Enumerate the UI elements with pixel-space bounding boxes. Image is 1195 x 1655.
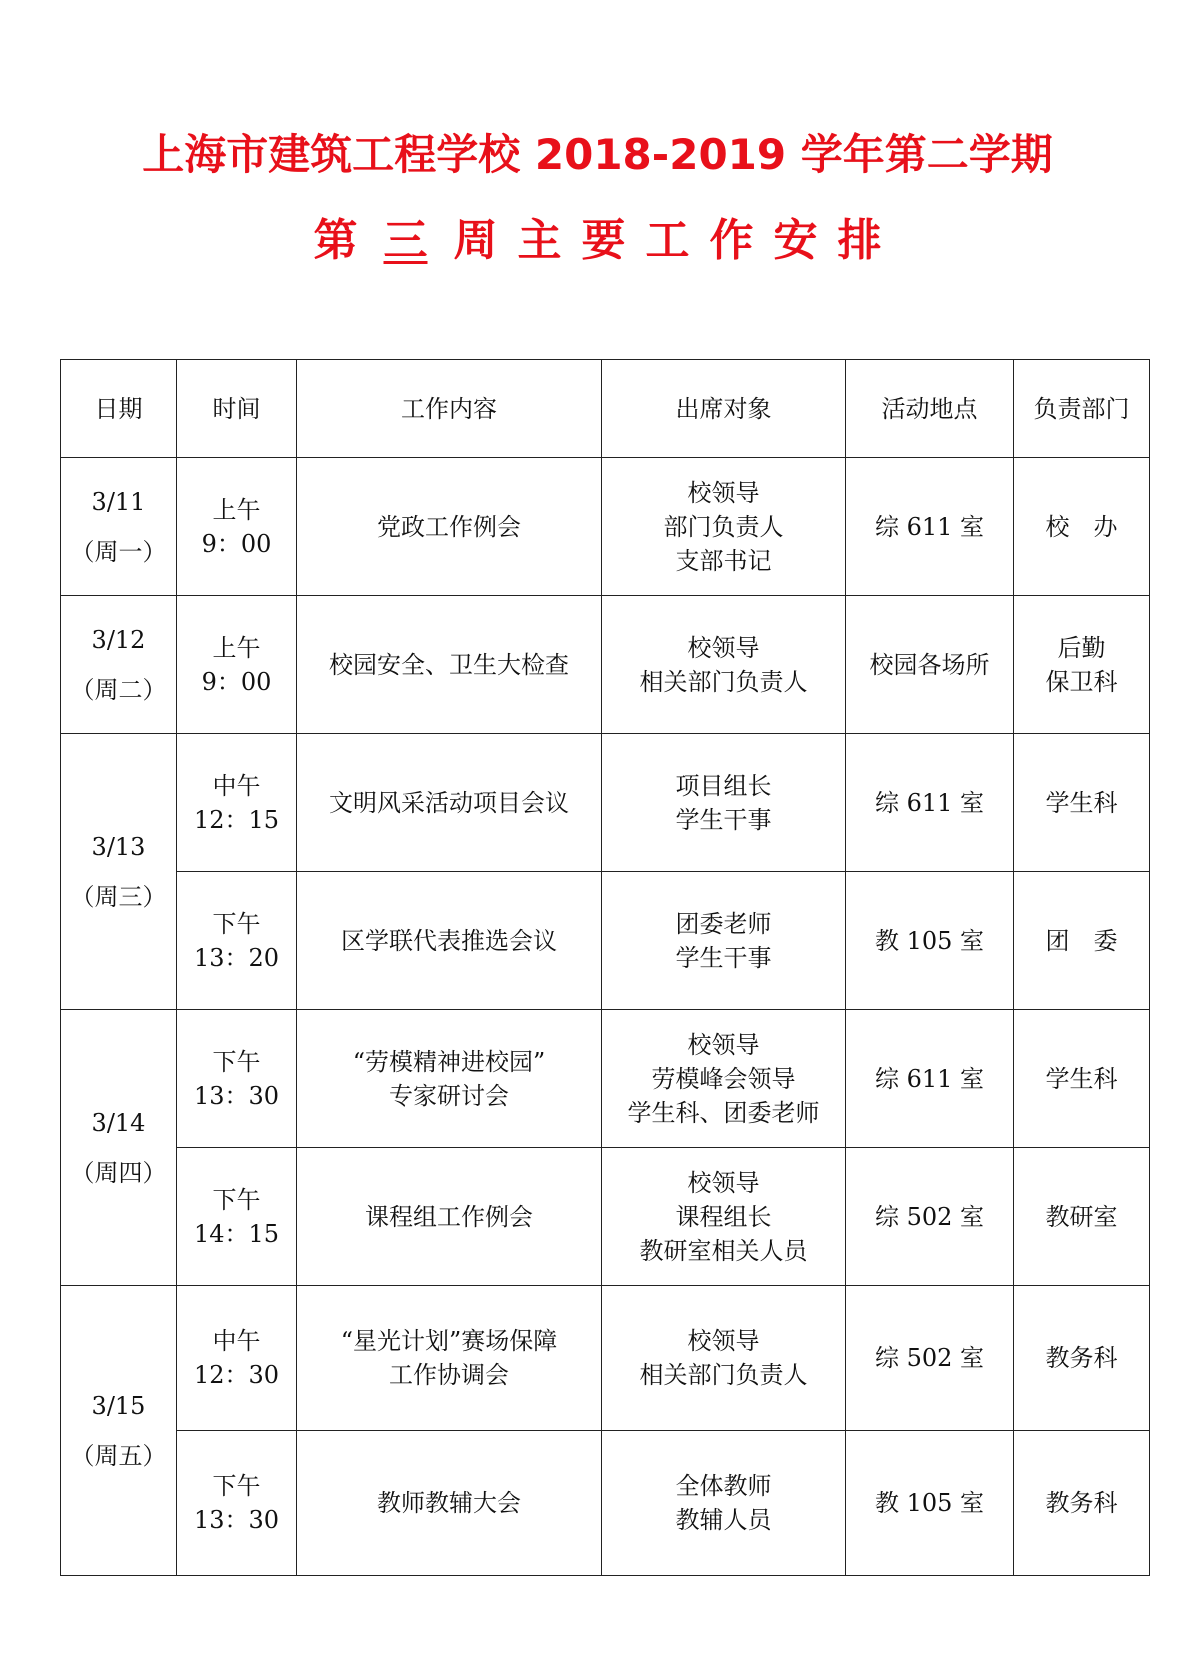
period-text: 上午 [212, 633, 261, 662]
dept-line: 教研室 [1045, 1202, 1118, 1231]
attendee-line: 全体教师 [675, 1472, 772, 1500]
subtitle-char: 工 [645, 215, 690, 266]
attendee-line: 部门负责人 [663, 512, 784, 541]
location-cell: 综 611 室 [846, 1010, 1014, 1148]
weekday-text: （周一） [70, 537, 167, 566]
attendee-line: 教研室相关人员 [639, 1236, 808, 1265]
location-cell: 教 105 室 [846, 1431, 1014, 1576]
date-text: 3/11 [91, 487, 146, 516]
content-cell [297, 1431, 602, 1576]
location-cell: 教 105 室 [846, 872, 1014, 1010]
attendee-line: 校领导 [687, 478, 760, 507]
time-cell [177, 1148, 297, 1286]
dept-cell [1014, 1010, 1150, 1148]
schedule-row [61, 458, 1150, 596]
period-text: 下午 [212, 1047, 261, 1076]
header-row [61, 360, 1150, 458]
time-cell [177, 1286, 297, 1431]
content-line: 工作协调会 [389, 1361, 509, 1389]
attendee-line: 学生干事 [675, 805, 772, 834]
time-text: 12：30 [193, 1361, 280, 1389]
attendee-line: 相关部门负责人 [639, 1361, 808, 1389]
schedule-row [61, 596, 1150, 734]
content-cell [297, 734, 602, 872]
content-cell [297, 1148, 602, 1286]
attendees-cell [602, 458, 846, 596]
weekday-text: （周二） [70, 675, 167, 704]
dept-cell [1014, 734, 1150, 872]
time-cell [177, 872, 297, 1010]
time-cell [177, 734, 297, 872]
attendees-cell [602, 596, 846, 734]
dept-line: 保卫科 [1045, 667, 1118, 696]
location-cell: 综 502 室 [846, 1286, 1014, 1431]
dept-line: 教务科 [1045, 1344, 1118, 1372]
content-line: 课程组工作例会 [365, 1202, 533, 1231]
schedule-row [61, 1148, 1150, 1286]
subtitle-char: 作 [709, 215, 754, 266]
time-text: 14：15 [193, 1219, 280, 1248]
attendee-line: 教辅人员 [675, 1506, 772, 1534]
subtitle-char: 周 [453, 215, 498, 266]
content-line: 区学联代表推选会议 [341, 926, 557, 955]
time-cell [177, 458, 297, 596]
content-line: “星光计划”赛场保障 [340, 1327, 558, 1355]
date-text: 3/14 [91, 1108, 146, 1137]
attendees-cell [602, 1010, 846, 1148]
subtitle-char: 主 [517, 215, 562, 266]
period-text: 上午 [212, 495, 261, 524]
subtitle-prefix: 第 [313, 215, 358, 266]
dept-cell [1014, 1431, 1150, 1576]
location-cell: 校园各场所 [846, 596, 1014, 734]
location-cell: 综 611 室 [846, 734, 1014, 872]
dept-line: 教务科 [1045, 1489, 1118, 1517]
time-text: 9：00 [201, 667, 272, 696]
attendees-cell [602, 1148, 846, 1286]
attendee-line: 校领导 [687, 1030, 760, 1059]
period-text: 下午 [212, 1472, 261, 1500]
subtitle-char: 安 [773, 215, 818, 266]
content-cell [297, 872, 602, 1010]
content-cell [297, 1286, 602, 1431]
date-cell [61, 734, 177, 1010]
attendee-line: 校领导 [687, 1168, 760, 1197]
header-attendees: 出席对象 [602, 360, 846, 458]
attendee-line: 学生科、团委老师 [627, 1098, 820, 1127]
location-cell: 综 611 室 [846, 458, 1014, 596]
header-date: 日期 [61, 360, 177, 458]
time-text: 12：15 [193, 805, 280, 834]
date-text: 3/13 [91, 832, 146, 861]
time-text: 9：00 [201, 529, 272, 558]
dept-line: 学生科 [1045, 788, 1118, 817]
content-cell [297, 1010, 602, 1148]
date-cell [61, 596, 177, 734]
dept-line: 后勤 [1057, 633, 1106, 662]
period-text: 中午 [212, 1327, 261, 1355]
subtitle-char: 要 [581, 215, 626, 266]
schedule-row [61, 1286, 1150, 1431]
dept-line: 学生科 [1045, 1064, 1118, 1093]
dept-cell [1014, 596, 1150, 734]
dept-cell [1014, 872, 1150, 1010]
schedule-table [60, 359, 1150, 1576]
content-line: 校园安全、卫生大检查 [329, 650, 569, 679]
attendee-line: 校领导 [687, 1327, 760, 1355]
weekday-text: （周四） [70, 1158, 167, 1187]
attendee-line: 学生干事 [675, 943, 772, 972]
content-cell [297, 596, 602, 734]
attendee-line: 团委老师 [675, 909, 772, 938]
date-text: 3/15 [91, 1391, 146, 1420]
header-content: 工作内容 [297, 360, 602, 458]
time-cell [177, 1431, 297, 1576]
period-text: 下午 [212, 909, 261, 938]
attendee-line: 劳模峰会领导 [651, 1064, 796, 1093]
weekday-text: （周三） [70, 882, 167, 911]
attendees-cell [602, 1431, 846, 1576]
attendees-cell [602, 734, 846, 872]
date-cell [61, 1286, 177, 1576]
time-cell [177, 1010, 297, 1148]
attendee-line: 校领导 [687, 633, 760, 662]
date-cell [61, 458, 177, 596]
document-title: 上海市建筑工程学校 2018-2019 学年第二学期 [142, 130, 1053, 179]
content-line: 文明风采活动项目会议 [329, 788, 569, 817]
header-location: 活动地点 [846, 360, 1014, 458]
week-number: 三 [383, 215, 428, 266]
content-line: “劳模精神进校园” [352, 1047, 546, 1076]
date-cell [61, 1010, 177, 1286]
time-text: 13：20 [193, 943, 280, 972]
header-time: 时间 [177, 360, 297, 458]
header-dept: 负责部门 [1014, 360, 1150, 458]
weekday-text: （周五） [70, 1441, 167, 1470]
attendee-line: 项目组长 [675, 771, 772, 800]
time-text: 13：30 [193, 1506, 280, 1534]
time-text: 13：30 [193, 1081, 280, 1110]
dept-cell [1014, 1286, 1150, 1431]
attendee-line: 课程组长 [675, 1202, 772, 1231]
document-subtitle [0, 215, 1195, 266]
period-text: 下午 [212, 1185, 261, 1214]
dept-line: 校 办 [1045, 512, 1118, 541]
content-line: 党政工作例会 [377, 512, 521, 541]
subtitle-char: 排 [837, 215, 882, 266]
schedule-row [61, 1431, 1150, 1576]
content-cell [297, 458, 602, 596]
attendee-line: 支部书记 [675, 546, 772, 575]
location-cell: 综 502 室 [846, 1148, 1014, 1286]
dept-line: 团 委 [1045, 926, 1118, 955]
period-text: 中午 [212, 771, 261, 800]
attendees-cell [602, 1286, 846, 1431]
schedule-body [61, 458, 1150, 1576]
attendees-cell [602, 872, 846, 1010]
time-cell [177, 596, 297, 734]
content-line: 教师教辅大会 [377, 1489, 521, 1517]
attendee-line: 相关部门负责人 [639, 667, 808, 696]
dept-cell [1014, 458, 1150, 596]
content-line: 专家研讨会 [389, 1081, 509, 1110]
dept-cell [1014, 1148, 1150, 1286]
schedule-row [61, 1010, 1150, 1148]
schedule-row [61, 734, 1150, 872]
date-text: 3/12 [91, 625, 146, 654]
schedule-row [61, 872, 1150, 1010]
